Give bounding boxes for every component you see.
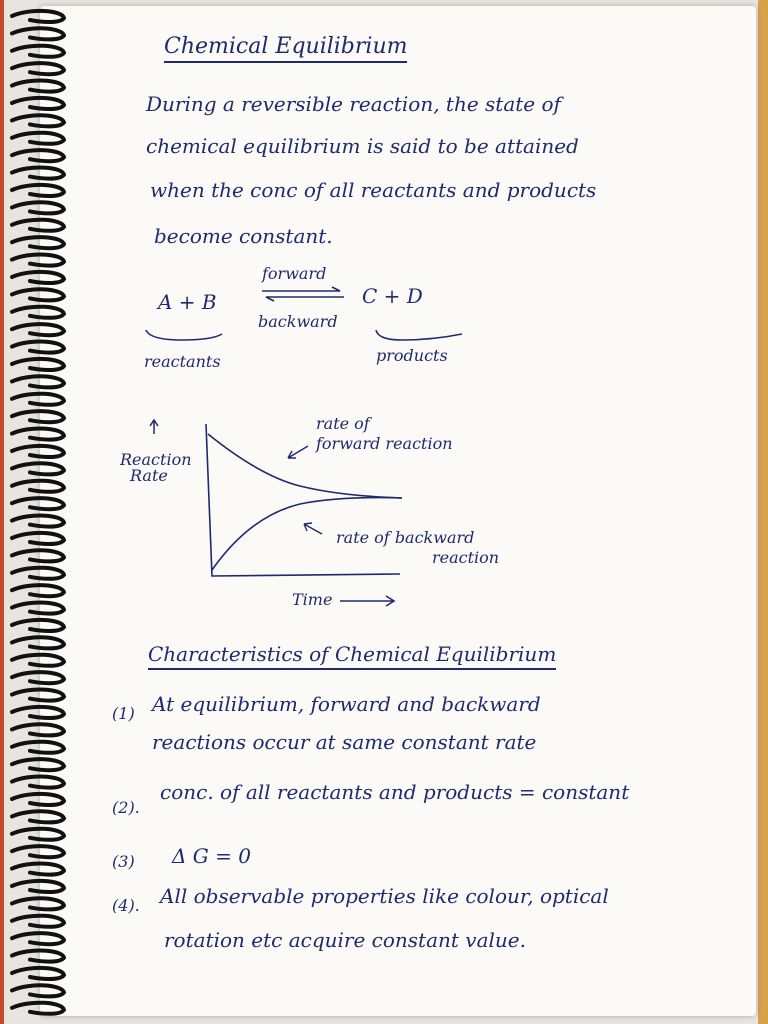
- spiral-coil: [12, 724, 64, 735]
- reaction-left: A + B: [158, 290, 217, 314]
- spiral-coil: [12, 533, 64, 544]
- spiral-coil: [12, 394, 64, 405]
- item-2-line-1: conc. of all reactants and products = constant: [160, 780, 630, 804]
- spiral-coil: [12, 777, 64, 788]
- spiral-coil: [12, 568, 64, 579]
- y-axis-arrow-icon: [150, 420, 158, 434]
- definition-line-4: become constant.: [154, 224, 333, 248]
- spiral-coil: [12, 498, 64, 509]
- spiral-coil: [12, 516, 64, 527]
- spiral-coil: [12, 916, 64, 927]
- x-axis-label: Time: [292, 590, 333, 609]
- definition-line-1: During a reversible reaction, the state of: [146, 92, 561, 116]
- spiral-coil: [12, 168, 64, 179]
- spiral-coil: [12, 829, 64, 840]
- spiral-coil: [12, 272, 64, 283]
- spiral-coil: [12, 759, 64, 770]
- spiral-coil: [12, 98, 64, 109]
- spiral-coil: [12, 11, 64, 22]
- equilibrium-arrows-icon: [258, 286, 348, 302]
- backward-annot-arrow-icon: [304, 523, 322, 534]
- spiral-coil: [12, 603, 64, 614]
- spiral-coil: [12, 707, 64, 718]
- spiral-coil: [12, 289, 64, 300]
- item-3-number: (3): [112, 852, 135, 871]
- characteristics-heading: Characteristics of Chemical Equilibrium: [148, 642, 556, 670]
- spiral-coil: [12, 307, 64, 318]
- item-1-number: (1): [112, 704, 135, 723]
- backward-label: backward: [258, 312, 338, 331]
- spiral-coil: [12, 429, 64, 440]
- spiral-coil: [12, 446, 64, 457]
- spiral-coil: [12, 28, 64, 39]
- spiral-coil: [12, 672, 64, 683]
- spiral-coil: [12, 115, 64, 126]
- reactants-label: reactants: [144, 352, 221, 371]
- spiral-coil: [12, 81, 64, 92]
- spiral-coil: [12, 255, 64, 266]
- spiral-coil: [12, 864, 64, 875]
- spiral-coil: [12, 202, 64, 213]
- spiral-coil: [12, 220, 64, 231]
- spiral-coil: [12, 150, 64, 161]
- spiral-coil: [12, 968, 64, 979]
- item-1-line-2: reactions occur at same constant rate: [152, 730, 537, 754]
- spiral-coil: [12, 411, 64, 422]
- definition-line-2: chemical equilibrium is said to be attained: [146, 134, 579, 158]
- spiral-coil: [12, 985, 64, 996]
- right-edge-accent: [758, 0, 768, 1024]
- spiral-coil: [12, 846, 64, 857]
- item-2-number: (2).: [112, 798, 140, 817]
- spiral-binding: [0, 0, 70, 1024]
- spiral-coil: [12, 342, 64, 353]
- page-title: Chemical Equilibrium: [164, 34, 407, 63]
- spiral-coil: [12, 742, 64, 753]
- spiral-coil: [12, 655, 64, 666]
- item-4-line-2: rotation etc acquire constant value.: [164, 928, 526, 952]
- spiral-coil: [12, 1003, 64, 1014]
- spiral-coil: [12, 794, 64, 805]
- spiral-coil: [12, 690, 64, 701]
- spiral-coil: [12, 237, 64, 248]
- definition-line-3: when the conc of all reactants and products: [150, 178, 597, 202]
- spiral-coil: [12, 359, 64, 370]
- spiral-coil: [12, 811, 64, 822]
- spiral-coil: [12, 324, 64, 335]
- spiral-coil: [12, 46, 64, 57]
- spiral-coil: [12, 951, 64, 962]
- spiral-coil: [12, 133, 64, 144]
- spiral-coil: [12, 463, 64, 474]
- reaction-right: C + D: [362, 284, 423, 308]
- forward-rate-annotation: rate of forward reaction: [316, 414, 453, 453]
- forward-annot-arrow-icon: [288, 446, 308, 458]
- spiral-coil: [12, 933, 64, 944]
- products-label: products: [376, 346, 448, 365]
- y-axis-label: Reaction Rate: [120, 450, 192, 485]
- spiral-coil: [12, 481, 64, 492]
- spiral-coil: [12, 550, 64, 561]
- item-3-line-1: Δ G = 0: [172, 844, 251, 868]
- spiral-coil: [12, 620, 64, 631]
- item-4-line-1: All observable properties like colour, optical: [160, 884, 609, 908]
- spiral-coil: [12, 376, 64, 387]
- spiral-coil: [12, 637, 64, 648]
- backward-rate-annotation: rate of backward reaction: [336, 528, 500, 567]
- spiral-coil: [12, 185, 64, 196]
- item-1-line-1: At equilibrium, forward and backward: [152, 692, 541, 716]
- forward-label: forward: [262, 264, 327, 283]
- spiral-coil: [12, 898, 64, 909]
- reaction-braces: [142, 326, 542, 346]
- x-axis-arrow-icon: [336, 594, 406, 608]
- notebook-page: [40, 6, 756, 1016]
- spiral-coil: [12, 585, 64, 596]
- item-4-number: (4).: [112, 896, 140, 915]
- spiral-coil: [12, 881, 64, 892]
- spiral-coil: [12, 63, 64, 74]
